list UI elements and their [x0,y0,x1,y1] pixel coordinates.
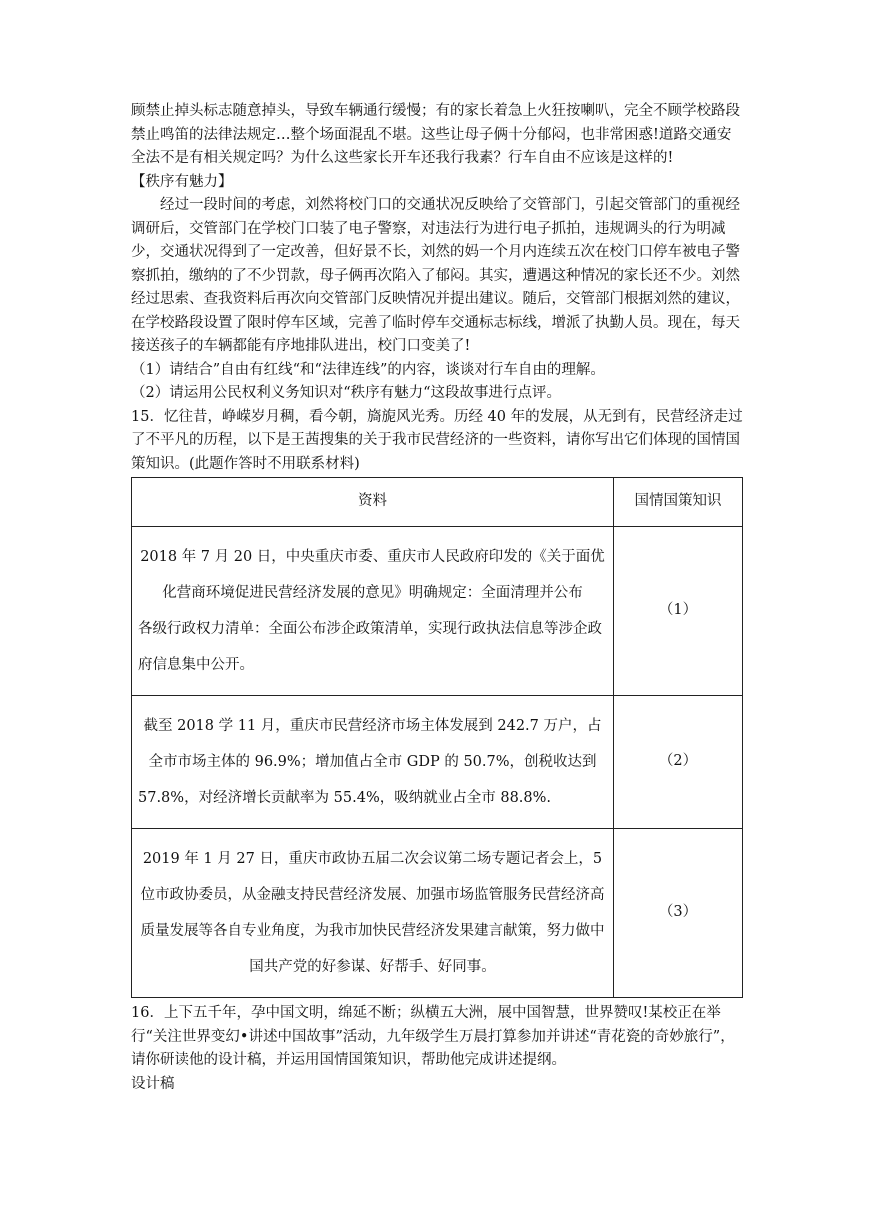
table-row [132,527,743,696]
story-paragraph: 经过一段时间的考虑，刘然将校门口的交通状况反映给了交管部门，引起交管部门的重视经调研后，交管部门在学校门口装了电子警察，对违法行为进行电子抓拍，违规调头的行为明减少，交通状况得到了一定改善，但好景不长，刘然的妈一个月内连续五次在校门口停车被电子警察抓拍，缴纳的了不少罚款，母子俩再次陷入了郁闷。其实，遭遇这种情况的家长还不少。刘然经过思索、查我资料后再次向交管部门反映情况并提出建议。随后，交管部门根据刘然的建议，在学校路段设置了限时停车区域，完善了临时停车交通标志标线，增派了执勤人员。现在，每天接送孩子的车辆都能有序地排队进出，校门口变美了! [131,197,740,354]
table-row [132,696,743,829]
document-page [131,100,743,1096]
intro-paragraph: 顾禁止掉头标志随意掉头，导致车辆通行缓慢；有的家长着急上火狂按喇叭，完全不顾学校路段禁止鸣笛的法律法规定…整个场面混乱不堪。这些让母子俩十分郁闷，也非常困惑!道路交通安全法不是有相关规定吗？为什么这些家长开车还我行我素？行车自由不应该是这样的! [131,103,740,166]
material-cell [132,696,614,829]
material-text-continued: 各级行政权力清单：全面公布涉企政策清单，实现行政执法信息等涉企政府信息集中公开。 [138,621,602,673]
answer-blank: （3） [614,829,743,998]
header-knowledge: 国情国策知识 [614,478,743,527]
material-text: 2019 年 1 月 27 日，重庆市政协五届二次会议第二场专题记者会上，5 位市政协委员，从金融支持民营经济发展、加强市场监管服务民营经济高质量发展等各自专业角度，为我市加快民营经济发果建言献策，努力做中国共产党的好参谋、好帮手、好同事。 [140,851,605,975]
answer-blank: （2） [614,696,743,829]
material-text: 2018 年 7 月 20 日，中央重庆市委、重庆市人民政府印发的《关于面优化营商环境促进民营经济发展的意见》明确规定：全面清理并公布 [140,549,605,601]
question-15: 15．忆往昔，峥嵘岁月稠，看今朝，旖旎风光秀。历经 40 年的发展，从无到有，民营经济走过了不平凡的历程，以下是王茜搜集的关于我市民营经济的一些资料，请你写出它们体现的国情国策知识。(此题作答时不用联系材料) [131,408,743,472]
material-text-continued: 57.8%，对经济增长贡献率为 55.4%，吸纳就业占全市 88.8%. [138,790,552,806]
table-row [132,829,743,998]
material-text: 截至 2018 学 11 月，重庆市民营经济市场主体发展到 242.7 万户，占全市市场主体的 96.9%；增加值占全市 GDP 的 50.7%，创税收达到 [143,718,602,770]
knowledge-table [131,477,743,998]
design-label: 设计稿 [131,1075,175,1092]
question-16: 16．上下五千年，孕中国文明，绵延不断；纵横五大洲，展中国智慧，世界赞叹!某校正在举行“关注世界变幻•讲述中国故事”活动，九年级学生万晨打算参加并讲述“青花瓷的奇妙旅行”，请你研读他的设计稿，并运用国情国策知识，帮助他完成讲述提纲。 [131,1005,735,1068]
sub-question-1: （1）请结合”自由有红线“和“法律连线”的内容，谈谈对行车自由的理解。 [131,361,605,378]
section-heading: 【秩序有魅力】 [131,173,233,190]
material-cell [132,527,614,696]
sub-question-2: （2）请运用公民权利义务知识对“秩序有魅力“这段故事进行点评。 [131,385,562,401]
answer-blank: （1） [614,527,743,696]
table-header-row [132,478,743,527]
material-cell [132,829,614,998]
header-material: 资料 [132,478,614,527]
